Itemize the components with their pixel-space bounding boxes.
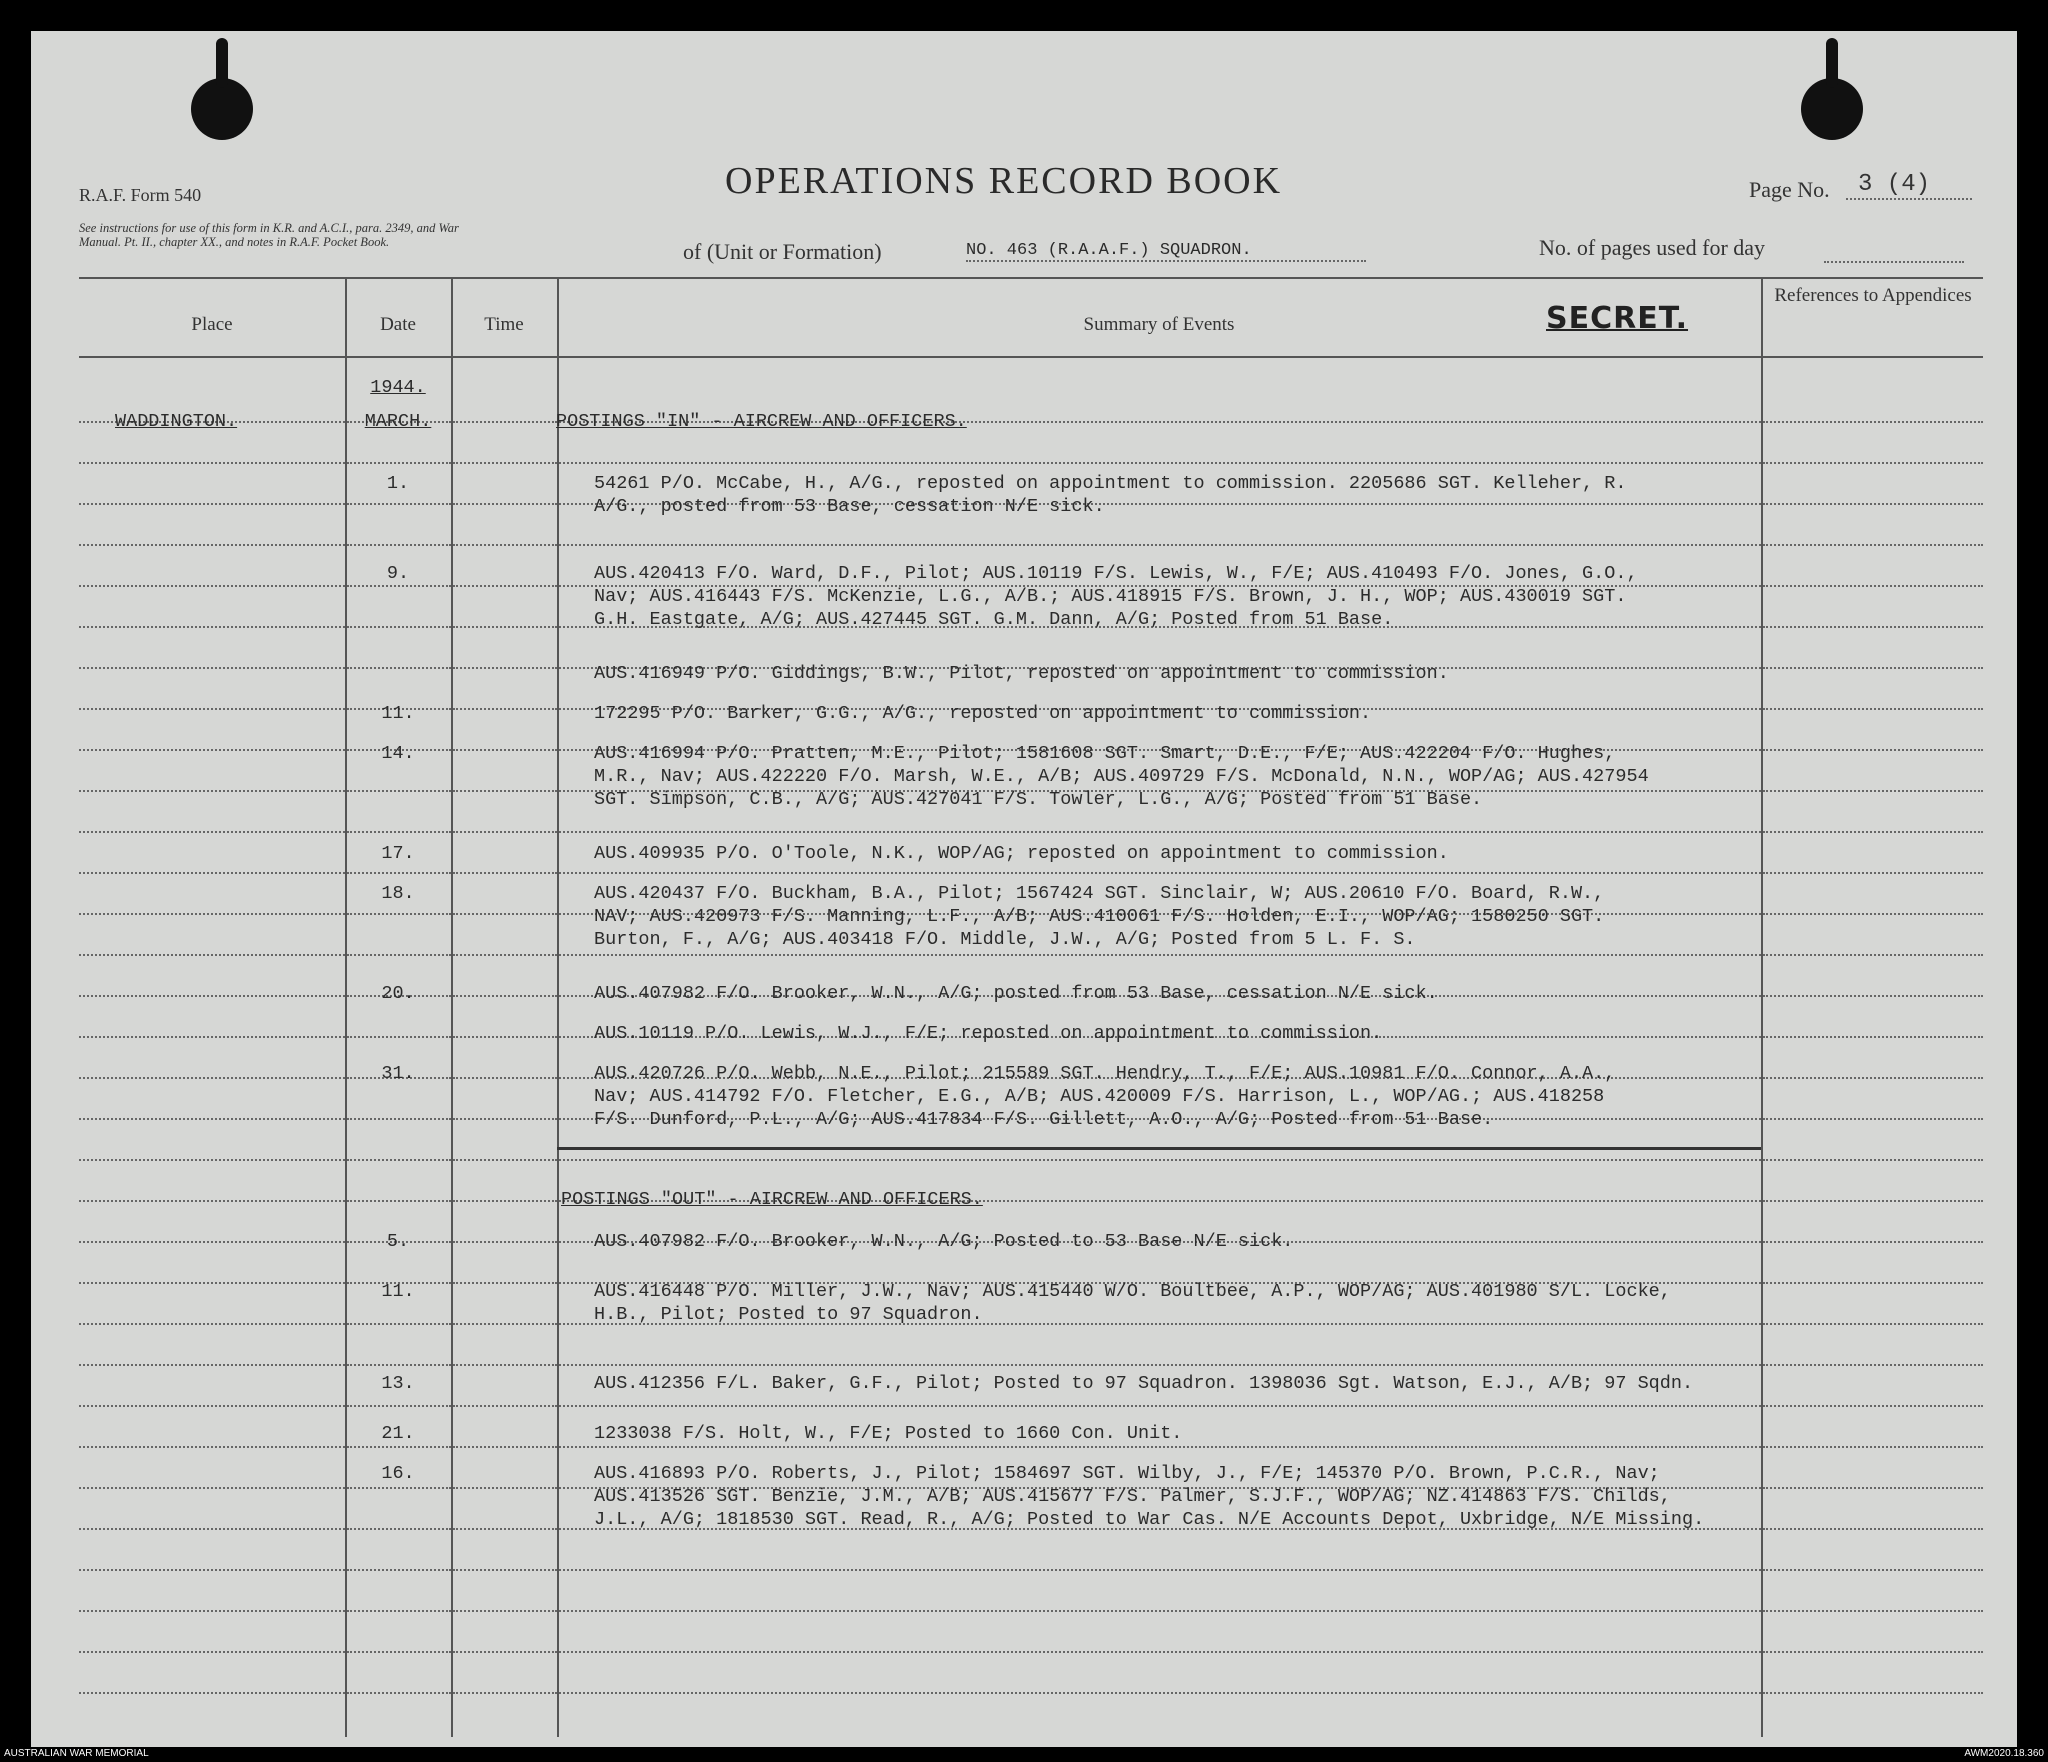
posting-in-entry-summary-line: 54261 P/O. McCabe, H., A/G., reposted on appointment to commission. 2205686 SGT. Kelleher, R. — [594, 473, 1627, 494]
ruled-line — [559, 872, 1761, 874]
ruled-line — [1763, 544, 1983, 546]
ruled-line — [79, 1487, 345, 1489]
ruled-line — [347, 1159, 451, 1161]
posting-in-entry-summary-line: SGT. Simpson, C.B., A/G; AUS.427041 F/S. Towler, L.G., A/G; Posted from 51 Base. — [594, 789, 1483, 810]
posting-in-entry-summary-line: AUS.420437 F/O. Buckham, B.A., Pilot; 1567424 SGT. Sinclair, W; AUS.20610 F/O. Board, R.W., — [594, 883, 1605, 904]
ruled-line — [1763, 1323, 1983, 1325]
ruled-line — [347, 1651, 451, 1653]
ruled-line — [347, 1446, 451, 1448]
ruled-line — [79, 1282, 345, 1284]
ruled-line — [453, 708, 557, 710]
postings-out-heading: POSTINGS "OUT" - AIRCREW AND OFFICERS. — [561, 1189, 983, 1210]
ruled-line — [347, 626, 451, 628]
table-header-border — [79, 356, 1983, 358]
place-cell: WADDINGTON. — [115, 411, 238, 432]
ruled-line — [1763, 1282, 1983, 1284]
posting-out-entry-summary-line: AUS.413526 SGT. Benzie, J.M., A/B; AUS.415677 F/S. Palmer, S.J.F., WOP/AG; NZ.414863 F/S. Childs, — [594, 1486, 1671, 1507]
ruled-line — [1763, 831, 1983, 833]
record-sheet — [31, 31, 2017, 1747]
form-instructions: See instructions for use of this form in K.R. and A.C.I., para. 2349, and War Manual. Pt. II., chapter XX., and notes in R.A.F. Pocket Book. — [79, 221, 459, 249]
ruled-line — [1763, 1364, 1983, 1366]
ruled-line — [559, 1651, 1761, 1653]
ruled-line — [347, 831, 451, 833]
posting-in-entry-summary-line: AUS.416949 P/O. Giddings, B.W., Pilot, reposted on appointment to commission. — [594, 663, 1449, 684]
posting-out-entry-date: 21. — [381, 1423, 415, 1444]
column-divider-date — [451, 277, 453, 1737]
ruled-line — [453, 1118, 557, 1120]
column-divider-summary — [1761, 277, 1763, 1737]
ruled-line — [453, 1487, 557, 1489]
ruled-line — [453, 1323, 557, 1325]
ruled-line — [453, 667, 557, 669]
ruled-line — [1763, 585, 1983, 587]
unit-value: NO. 463 (R.A.A.F.) SQUADRON. — [966, 241, 1366, 262]
column-header-date: Date — [380, 314, 416, 335]
ruled-line — [559, 1692, 1761, 1694]
ruled-line — [453, 1569, 557, 1571]
ruled-line — [1763, 667, 1983, 669]
ruled-line — [1763, 790, 1983, 792]
ruled-line — [1763, 1569, 1983, 1571]
month-cell: MARCH. — [364, 411, 432, 432]
ruled-line — [1763, 1487, 1983, 1489]
ruled-line — [79, 1364, 345, 1366]
year-cell: 1944. — [370, 377, 426, 398]
ruled-line — [79, 626, 345, 628]
ruled-line — [559, 1159, 1761, 1161]
posting-out-entry-summary-line: AUS.412356 F/L. Baker, G.F., Pilot; Posted to 97 Squadron. 1398036 Sgt. Watson, E.J., A/B; 97 Sqdn. — [594, 1373, 1694, 1394]
section-separator — [557, 1147, 1761, 1150]
ruled-line — [347, 872, 451, 874]
ruled-line — [79, 1159, 345, 1161]
ruled-line — [1763, 1446, 1983, 1448]
ruled-line — [1763, 954, 1983, 956]
ruled-line — [453, 954, 557, 956]
ruled-line — [79, 790, 345, 792]
ruled-line — [79, 1323, 345, 1325]
posting-in-entry-date: 18. — [381, 883, 415, 904]
pages-used-label: No. of pages used for day — [1539, 235, 1766, 260]
ruled-line — [453, 749, 557, 751]
ruled-line — [79, 1036, 345, 1038]
posting-in-entry-date: 14. — [381, 743, 415, 764]
ruled-line — [1763, 1200, 1983, 1202]
ruled-line — [79, 1692, 345, 1694]
ruled-line — [79, 1528, 345, 1530]
ruled-line — [453, 1364, 557, 1366]
page-number-label: Page No. — [1749, 177, 1830, 202]
ruled-line — [1763, 1241, 1983, 1243]
ruled-line — [347, 913, 451, 915]
ruled-line — [1763, 1036, 1983, 1038]
posting-out-entry-summary-line: J.L., A/G; 1818530 SGT. Read, R., A/G; Posted to War Cas. N/E Accounts Depot, Uxbridge, N/E Missing. — [594, 1509, 1705, 1530]
ruled-line — [559, 1405, 1761, 1407]
ruled-line — [1763, 1077, 1983, 1079]
ruled-line — [559, 1364, 1761, 1366]
ruled-line — [1763, 995, 1983, 997]
ruled-line — [79, 913, 345, 915]
footer-accession: AWM2020.18.360 — [1964, 1748, 2044, 1759]
ruled-line — [347, 503, 451, 505]
ruled-line — [1763, 872, 1983, 874]
ruled-line — [453, 790, 557, 792]
ruled-line — [347, 1364, 451, 1366]
posting-in-entry-summary-line: G.H. Eastgate, A/G; AUS.427445 SGT. G.M. Dann, A/G; Posted from 51 Base. — [594, 609, 1394, 630]
ruled-line — [1763, 1610, 1983, 1612]
ruled-line — [1763, 626, 1983, 628]
posting-out-entry-date: 13. — [381, 1373, 415, 1394]
ruled-line — [79, 1446, 345, 1448]
posting-in-entry-summary-line: Nav; AUS.414792 F/O. Fletcher, E.G., A/B; AUS.420009 F/S. Harrison, L., WOP/AG.; AUS.418258 — [594, 1086, 1605, 1107]
posting-in-entry-summary-line: AUS.10119 P/O. Lewis, W.J., F/E; reposted on appointment to commission. — [594, 1023, 1383, 1044]
posting-in-entry-summary-line: Burton, F., A/G; AUS.403418 F/O. Middle, J.W., A/G; Posted from 5 L. F. S. — [594, 929, 1416, 950]
footer-source: AUSTRALIAN WAR MEMORIAL — [4, 1748, 149, 1759]
ruled-line — [453, 1692, 557, 1694]
ruled-line — [453, 1528, 557, 1530]
ruled-line — [453, 503, 557, 505]
ruled-line — [453, 1241, 557, 1243]
posting-in-entry-date: 31. — [381, 1063, 415, 1084]
ruled-line — [347, 1569, 451, 1571]
ruled-line — [1763, 708, 1983, 710]
posting-in-entry-summary-line: F/S. Dunford, P.L., A/G; AUS.417834 F/S. Gillett, A.O., A/G; Posted from 51 Base. — [594, 1109, 1494, 1130]
posting-in-entry-summary-line: AUS.409935 P/O. O'Toole, N.K., WOP/AG; reposted on appointment to commission. — [594, 843, 1449, 864]
ruled-line — [453, 831, 557, 833]
ruled-line — [1763, 1118, 1983, 1120]
ruled-line — [347, 1528, 451, 1530]
posting-in-entry-summary-line: AUS.416994 P/O. Pratten, M.E., Pilot; 1581608 SGT. Smart, D.E., F/E; AUS.422204 F/O. Hughes, — [594, 743, 1616, 764]
ruled-line — [79, 954, 345, 956]
posting-in-entry-summary-line: Nav; AUS.416443 F/S. McKenzie, L.G., A/B.; AUS.418915 F/S. Brown, J. H., WOP; AUS.430019 SGT. — [594, 586, 1627, 607]
posting-out-entry-summary-line: AUS.407982 F/O. Brooker, W.N., A/G; Posted to 53 Base N/E sick. — [594, 1231, 1294, 1252]
posting-in-entry-date: 9. — [386, 563, 410, 584]
ruled-line — [453, 626, 557, 628]
ruled-line — [453, 1282, 557, 1284]
column-header-place: Place — [191, 314, 233, 335]
ruled-line — [347, 1118, 451, 1120]
ruled-line — [559, 462, 1761, 464]
ruled-line — [1763, 503, 1983, 505]
posting-out-entry-summary-line: H.B., Pilot; Posted to 97 Squadron. — [594, 1304, 983, 1325]
ruled-line — [1763, 421, 1983, 423]
posting-in-entry-summary-line: A/G., posted from 53 Base, cessation N/E sick. — [594, 496, 1105, 517]
posting-in-entry-date: 20. — [381, 983, 415, 1004]
ruled-line — [453, 1651, 557, 1653]
posting-in-entry-summary-line: AUS.420413 F/O. Ward, D.F., Pilot; AUS.10119 F/S. Lewis, W., F/E; AUS.410493 F/O. Jones, G.O., — [594, 563, 1638, 584]
posting-in-entry-date: 11. — [381, 703, 415, 724]
ruled-line — [1763, 749, 1983, 751]
posting-out-entry-date: 5. — [386, 1231, 410, 1252]
ruled-line — [453, 1446, 557, 1448]
binder-hole-left — [191, 78, 253, 140]
ruled-line — [79, 1241, 345, 1243]
column-divider-time — [557, 277, 559, 1737]
ruled-line — [79, 749, 345, 751]
ruled-line — [453, 544, 557, 546]
ruled-line — [559, 1610, 1761, 1612]
table-top-border — [79, 277, 1983, 279]
ruled-line — [347, 1405, 451, 1407]
ruled-line — [1763, 1405, 1983, 1407]
ruled-line — [347, 667, 451, 669]
column-header-time: Time — [484, 314, 524, 335]
ruled-line — [559, 831, 1761, 833]
ruled-line — [347, 1200, 451, 1202]
posting-in-entry-date: 17. — [381, 843, 415, 864]
ruled-line — [453, 585, 557, 587]
ruled-line — [1763, 913, 1983, 915]
ruled-line — [453, 995, 557, 997]
ruled-line — [559, 1569, 1761, 1571]
ruled-line — [347, 954, 451, 956]
posting-in-entry-summary-line: NAV; AUS.420973 F/S. Manning, L.F., A/B; AUS.410061 F/S. Holden, E.I., WOP/AG; 1580250 SGT. — [594, 906, 1605, 927]
page-number-value: 3 (4) — [1846, 171, 1972, 200]
ruled-line — [453, 1405, 557, 1407]
posting-in-entry-summary-line: AUS.420726 P/O. Webb, N.E., Pilot; 215589 SGT. Hendry, T., F/E; AUS.10981 F/O. Connor, A.A., — [594, 1063, 1616, 1084]
ruled-line — [453, 1036, 557, 1038]
ruled-line — [559, 544, 1761, 546]
ruled-line — [79, 667, 345, 669]
ruled-line — [453, 462, 557, 464]
ruled-line — [347, 462, 451, 464]
ruled-line — [453, 1200, 557, 1202]
posting-in-entry-summary-line: 172295 P/O. Barker, G.G., A/G., reposted on appointment to commission. — [594, 703, 1372, 724]
ruled-line — [79, 1405, 345, 1407]
ruled-line — [347, 790, 451, 792]
binder-hole-right — [1801, 78, 1863, 140]
column-divider-place — [345, 277, 347, 1737]
ruled-line — [79, 1077, 345, 1079]
ruled-line — [453, 1159, 557, 1161]
posting-out-entry-summary-line: 1233038 F/S. Holt, W., F/E; Posted to 1660 Con. Unit. — [594, 1423, 1183, 1444]
ruled-line — [559, 954, 1761, 956]
ruled-line — [453, 872, 557, 874]
ruled-line — [1763, 1651, 1983, 1653]
posting-out-entry-summary-line: AUS.416448 P/O. Miller, J.W., Nav; AUS.415440 W/O. Boultbee, A.P., WOP/AG; AUS.401980 S/L. Locke, — [594, 1281, 1671, 1302]
ruled-line — [79, 831, 345, 833]
ruled-line — [453, 421, 557, 423]
ruled-line — [347, 1323, 451, 1325]
ruled-line — [79, 503, 345, 505]
posting-in-entry-summary-line: AUS.407982 F/O. Brooker, W.N., A/G; posted from 53 Base, cessation N/E sick. — [594, 983, 1438, 1004]
posting-in-entry-summary-line: M.R., Nav; AUS.422220 F/O. Marsh, W.E., A/B; AUS.409729 F/S. McDonald, N.N., WOP/AG; AUS.427954 — [594, 766, 1649, 787]
posting-out-entry-date: 16. — [381, 1463, 415, 1484]
ruled-line — [79, 708, 345, 710]
posting-out-entry-date: 11. — [381, 1281, 415, 1302]
ruled-line — [347, 585, 451, 587]
unit-label: of (Unit or Formation) — [683, 239, 882, 264]
ruled-line — [347, 1610, 451, 1612]
ruled-line — [79, 1118, 345, 1120]
ruled-line — [347, 1692, 451, 1694]
postings-in-heading: POSTINGS "IN" - AIRCREW AND OFFICERS. — [556, 411, 967, 432]
page-title: OPERATIONS RECORD BOOK — [725, 160, 1283, 202]
ruled-line — [347, 1487, 451, 1489]
ruled-line — [1763, 1528, 1983, 1530]
ruled-line — [453, 913, 557, 915]
ruled-line — [347, 1036, 451, 1038]
ruled-line — [1763, 462, 1983, 464]
ruled-line — [79, 585, 345, 587]
ruled-line — [79, 1610, 345, 1612]
ruled-line — [453, 1610, 557, 1612]
ruled-line — [559, 1446, 1761, 1448]
ruled-line — [79, 544, 345, 546]
ruled-line — [79, 1651, 345, 1653]
ruled-line — [79, 872, 345, 874]
ruled-line — [79, 1569, 345, 1571]
posting-out-entry-summary-line: AUS.416893 P/O. Roberts, J., Pilot; 1584697 SGT. Wilby, J., F/E; 145370 P/O. Brown, P.C.R., Nav; — [594, 1463, 1660, 1484]
form-number: R.A.F. Form 540 — [79, 185, 202, 205]
column-header-summary: Summary of Events — [1083, 314, 1235, 335]
ruled-line — [453, 1077, 557, 1079]
posting-in-entry-date: 1. — [386, 473, 410, 494]
secret-stamp: SECRET. — [1546, 301, 1689, 336]
ruled-line — [79, 1200, 345, 1202]
ruled-line — [79, 995, 345, 997]
pages-used-line — [1824, 261, 1964, 263]
ruled-line — [1763, 1159, 1983, 1161]
ruled-line — [1763, 1692, 1983, 1694]
column-header-references: References to Appendices — [1774, 285, 1972, 306]
ruled-line — [347, 544, 451, 546]
ruled-line — [79, 462, 345, 464]
